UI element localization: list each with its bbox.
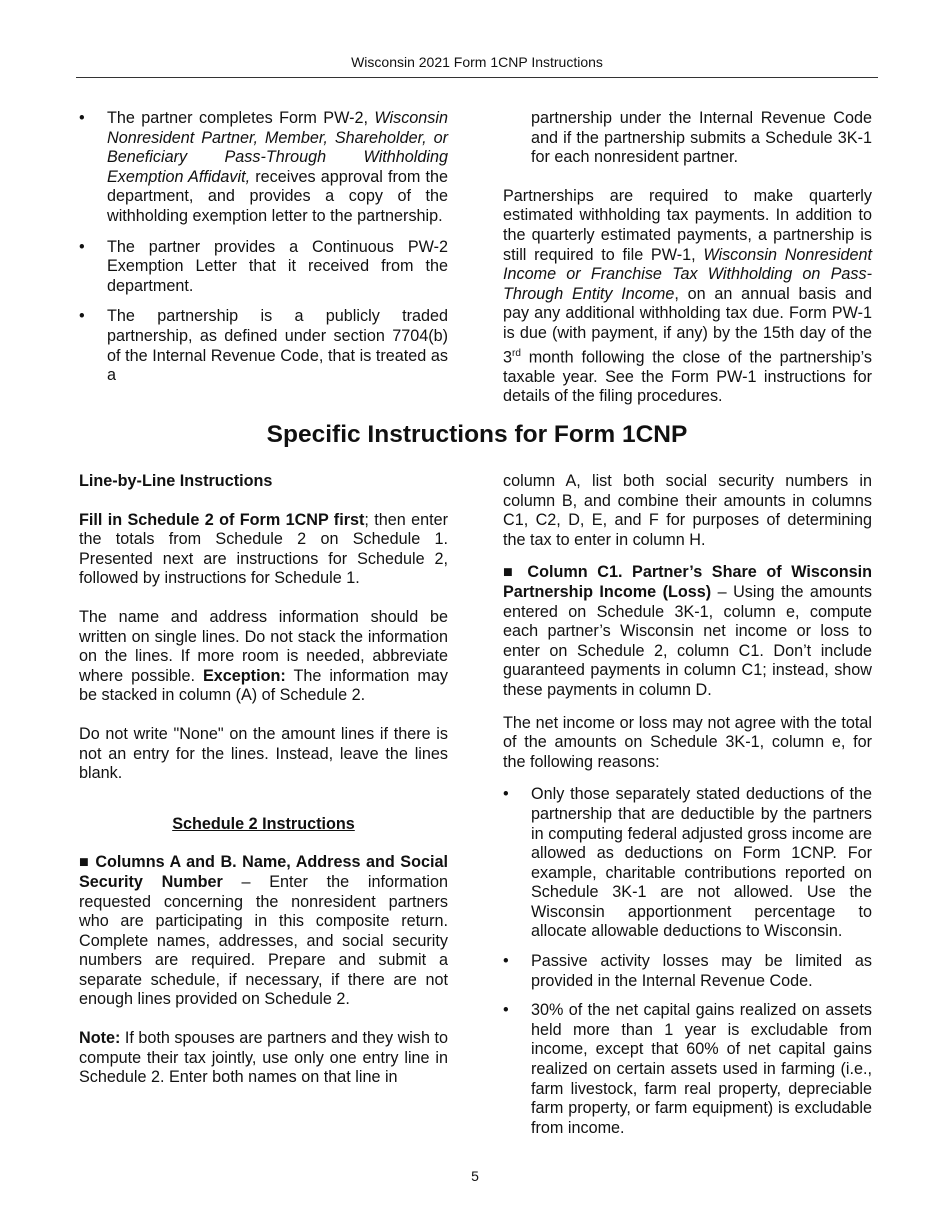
name-address-paragraph: The name and address information should be written on single lines. Do not stack the information on the lines. If more room is needed, abbreviate where possible. Exception: The information may be stacked in column (A) of Schedule 2. xyxy=(79,607,448,705)
bullet-continuation: partnership under the Internal Revenue Code and if the partnership submits a Schedule 3K-1 for each nonresident partner. xyxy=(531,109,872,167)
note-paragraph: Note: If both spouses are partners and they wish to compute their tax jointly, use only one entry line in Schedule 2. Enter both names on that line in xyxy=(79,1029,448,1087)
columns-a-b-paragraph: ■ Columns A and B. Name, Address and Social Security Number – Enter the information requested concerning the nonresident partners who are participating in this composite return. Complete names, addresses, and social security numbers are required. Prepare and submit a separate schedule, if necessary, if there are not enough lines provided on Schedule 2. xyxy=(79,853,448,1009)
bottom-left-column xyxy=(79,472,448,1088)
schedule-2-heading: Schedule 2 Instructions xyxy=(172,814,355,833)
list-item: • The partnership is a publicly traded partnership, as defined under section 7704(b) of the Internal Revenue Code, that is treated as a xyxy=(79,307,448,385)
column-c1-paragraph: ■ Column C1. Partner’s Share of Wisconsin Partnership Income (Loss) – Using the amounts entered on Schedule 3K-1, column e, compute each partner’s Wisconsin net income or loss to enter on Schedule 2, column C1. Don’t include guaranteed payments in column C1; instead, show these payments in column D. xyxy=(503,563,873,699)
page-header: Wisconsin 2021 Form 1CNP Instructions xyxy=(351,54,603,70)
list-item: • The partner completes Form PW-2, Wisconsin Nonresident Partner, Member, Shareholder, or Beneficiary Pass-Through Withholding Exemption Affidavit, receives approval from the department, and provides a copy of the withholding exemption letter to the partnership. xyxy=(79,109,448,227)
fill-in-paragraph: Fill in Schedule 2 of Form 1CNP first; then enter the totals from Schedule 2 on Schedule 1. Presented next are instructions for Schedule 2, followed by instructions for Schedule 1. xyxy=(79,510,448,588)
top-left-column xyxy=(79,109,448,386)
section-title: Specific Instructions for Form 1CNP xyxy=(266,421,688,448)
list-item: • The partner provides a Continuous PW-2 Exemption Letter that it received from the department. xyxy=(79,238,448,297)
list-item: • 30% of the net capital gains realized on assets held more than 1 year is excludable from income, except that 60% of net capital gains realized on certain assets used in farming (i.e., farm livestock, farm real property, depreciable farm property, or farm equipment) is excludable from income. xyxy=(503,1001,872,1138)
column-continuation: column A, list both social security numbers in column B, and combine their amounts in columns C1, C2, D, E, and F for purposes of determining the tax to enter in column H. xyxy=(503,472,872,549)
net-income-paragraph: The net income or loss may not agree with the total of the amounts on Schedule 3K-1, column e, for the following reasons: xyxy=(503,713,872,771)
list-item: • Passive activity losses may be limited as provided in the Internal Revenue Code. xyxy=(503,952,872,991)
bottom-right-column xyxy=(503,472,872,1138)
none-paragraph: Do not write "None" on the amount lines if there is not an entry for the lines. Instead, leave the lines blank. xyxy=(79,724,448,783)
header-divider xyxy=(76,77,878,78)
page-number: 5 xyxy=(471,1168,479,1184)
list-item: • Only those separately stated deductions of the partnership that are deductible by the partners in computing federal adjusted gross income are allowed as deductions on Form 1CNP. For example, charitable contributions reported on Schedule 3K-1 are not allowed. Use the Wisconsin apportionment percentage to allocate allowable deductions to Wisconsin. xyxy=(503,785,872,942)
reasons-bullet-list xyxy=(503,785,872,1138)
line-by-line-heading: Line-by-Line Instructions xyxy=(79,472,273,490)
top-right-column xyxy=(503,109,872,407)
quarterly-payments-paragraph: Partnerships are required to make quarterly estimated withholding tax payments. In addition to the quarterly estimated payments, a partnership is still required to file PW-1, Wisconsin Nonresident Income or Franchise Tax Withholding on Pass-Through Entity Income, on an annual basis and pay any additional withholding tax due. Form PW-1 is due (with payment, if any) by the 15th day of the 3rd month following the close of the partnership’s taxable year. See the Form PW-1 instructions for details of the filing procedures. xyxy=(503,186,873,406)
exemption-bullet-list xyxy=(79,109,448,386)
